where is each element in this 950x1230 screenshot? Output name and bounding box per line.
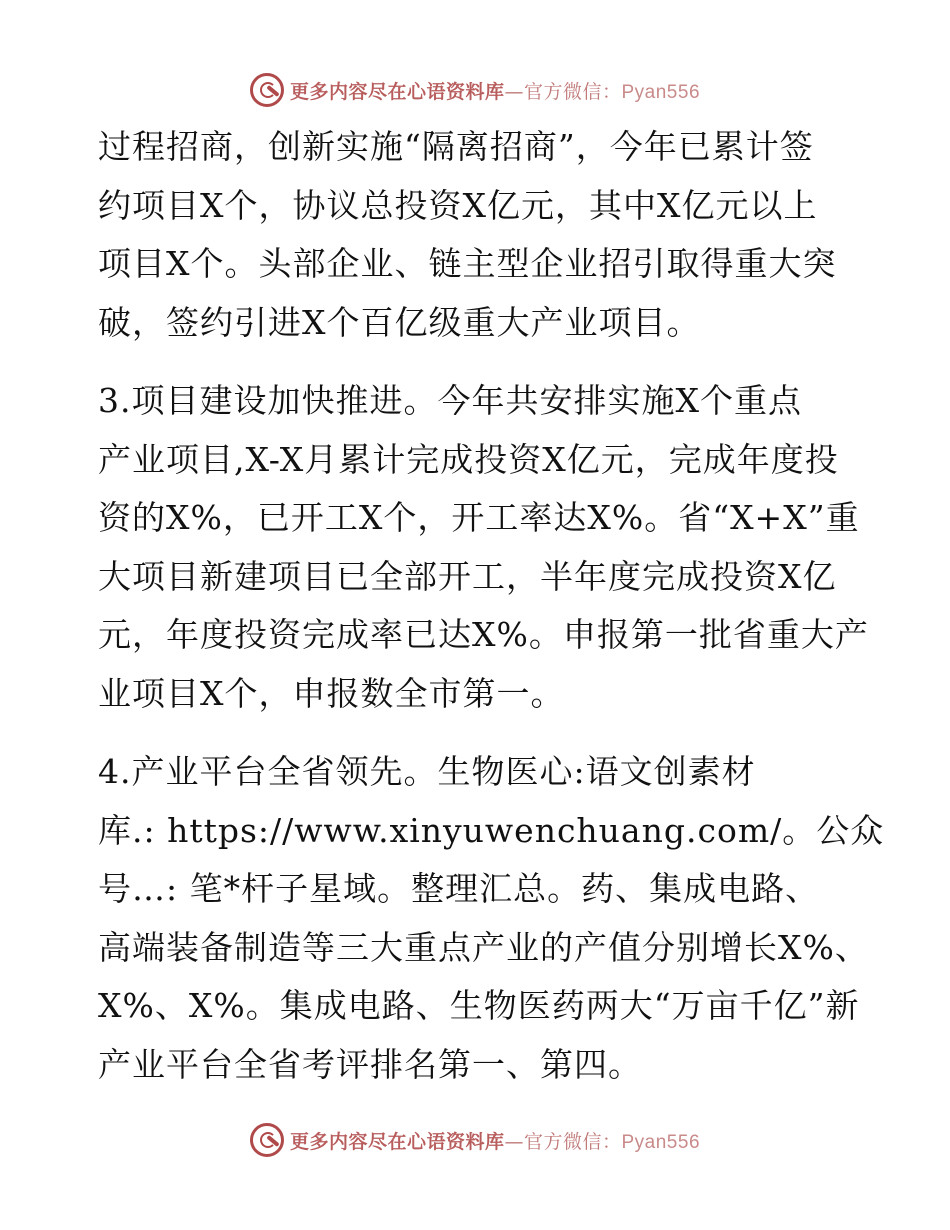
text-line: 号…: 笔*杆子星域。整理汇总。药、集成电路、	[98, 869, 820, 908]
text-line: 资的X%，已开工X个，开工率达X%。省“X+X”重	[98, 498, 860, 537]
header-watermark-text	[290, 77, 700, 104]
footer-watermark	[0, 1120, 950, 1160]
text-line: 3.项目建设加快推进。今年共安排实施X个重点	[98, 381, 802, 420]
paragraph-2	[98, 372, 868, 723]
header-brand: 更多内容尽在心语资料库	[289, 80, 505, 103]
text-line: 元，年度投资完成率已达X%。申报第一批省重大产	[98, 615, 869, 654]
document-body	[98, 118, 885, 1094]
footer-brand: 更多内容尽在心语资料库	[289, 1130, 505, 1153]
header-watermark	[0, 70, 950, 110]
text-line: 高端装备制造等三大重点产业的产值分别增长X%、	[98, 927, 869, 967]
footer-wechat-id: Pyan556	[621, 1131, 701, 1153]
text-line: 过程招商，创新实施“隔离招商”，今年已累计签	[98, 127, 814, 166]
text-line: 业项目X个，申报数全市第一。	[98, 673, 565, 713]
header-wechat-id: Pyan556	[621, 81, 701, 103]
footer-label: 官方微信：	[523, 1130, 622, 1153]
paragraph-3	[98, 743, 885, 1094]
footer-separator: —	[504, 1130, 524, 1153]
text-line: 约项目X个，协议总投资X亿元，其中X亿元以上	[98, 185, 818, 225]
text-line: 4.产业平台全省领先。生物医心:语文创素材	[98, 752, 756, 791]
footer-watermark-text	[290, 1127, 700, 1154]
text-line: 产业项目,X-X月累计完成投资X亿元，完成年度投	[98, 439, 839, 479]
brand-logo-icon	[250, 1123, 284, 1157]
text-line: 项目X个。头部企业、链主型企业招引取得重大突	[98, 244, 837, 283]
text-line: 库.: https://www.xinyuwenchuang.com/。公众	[98, 810, 885, 850]
header-separator: —	[504, 80, 524, 103]
paragraph-1	[98, 118, 868, 352]
text-line: 产业平台全省考评排名第一、第四。	[98, 1044, 642, 1084]
text-line: X%、X%。集成电路、生物医药两大“万亩千亿”新	[98, 986, 860, 1025]
text-line: 大项目新建项目已全部开工，半年度完成投资X亿	[98, 556, 837, 596]
header-label: 官方微信：	[523, 80, 622, 103]
text-line: 破，签约引进X个百亿级重大产业项目。	[98, 302, 701, 342]
brand-logo-icon	[250, 73, 284, 107]
